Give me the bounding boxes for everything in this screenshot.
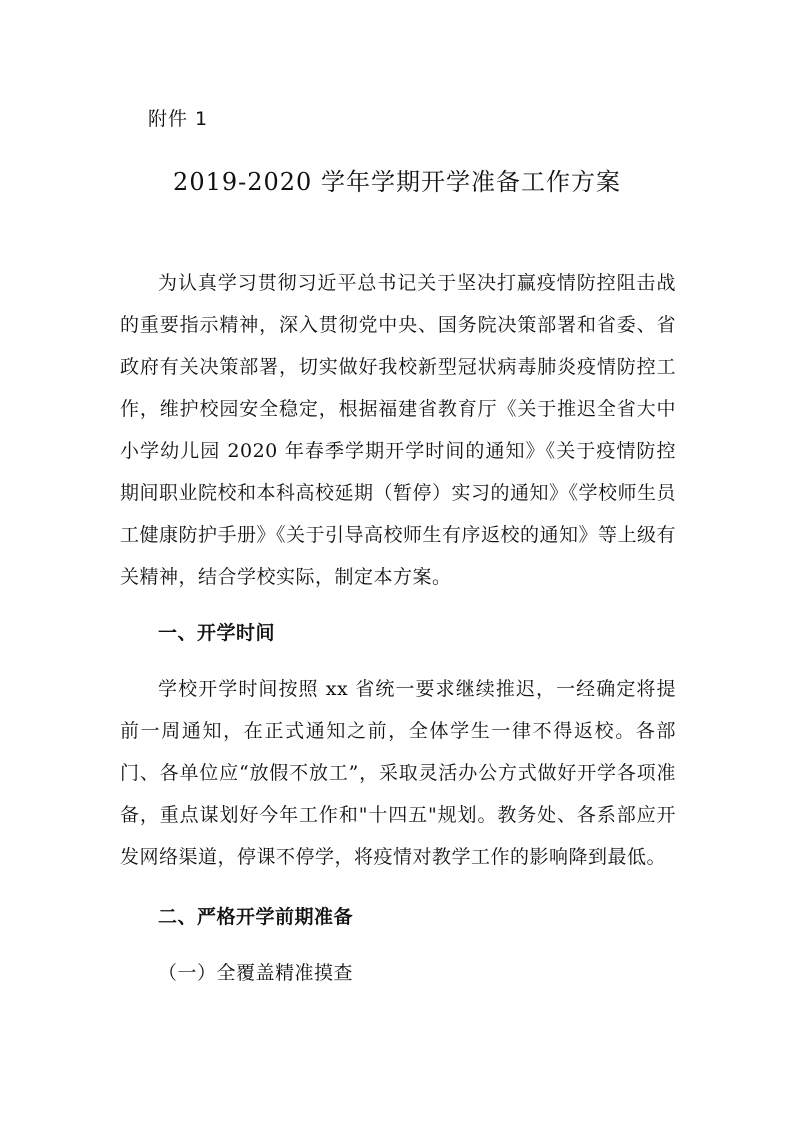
- section-1-heading: 一、开学时间: [158, 622, 276, 644]
- document-body: [120, 262, 676, 994]
- section-1-paragraph: 学校开学时间按照 xx 省统一要求继续推迟，一经确定将提前一周通知，在正式通知之前，全体学生一律不得返校。各部门、各单位应“放假不放工”，采取灵活办公方式做好开学各项准备，重点谋划好今年工作和"十四五"规划。教务处、各系部应开发网络渠道，停课不停学，将疫情对教学工作的影响降到最低。: [120, 678, 676, 868]
- intro-paragraph: 为认真学习贯彻习近平总书记关于坚决打赢疫情防控阻击战的重要指示精神，深入贯彻党中央、国务院决策部署和省委、省政府有关决策部署，切实做好我校新型冠状病毒肺炎疫情防控工作，维护校园安全稳定，根据福建省教育厅《关于推迟全省大中小学幼儿园 2020 年春季学期开学时间的通知》《关于疫情防控期间职业院校和本科高校延期（暂停）实习的通知》《学校师生员工健康防护手册》《关于引导高校师生有序返校的通知》等上级有关精神，结合学校实际，制定本方案。: [120, 272, 677, 588]
- section-2-heading: 二、严格开学前期准备: [158, 906, 354, 928]
- section-2-subheading: （一）全覆盖精准摸查: [158, 962, 354, 984]
- attachment-label: 附件 1: [148, 108, 209, 130]
- document-title: 2019-2020 学年学期开学准备工作方案: [173, 168, 621, 196]
